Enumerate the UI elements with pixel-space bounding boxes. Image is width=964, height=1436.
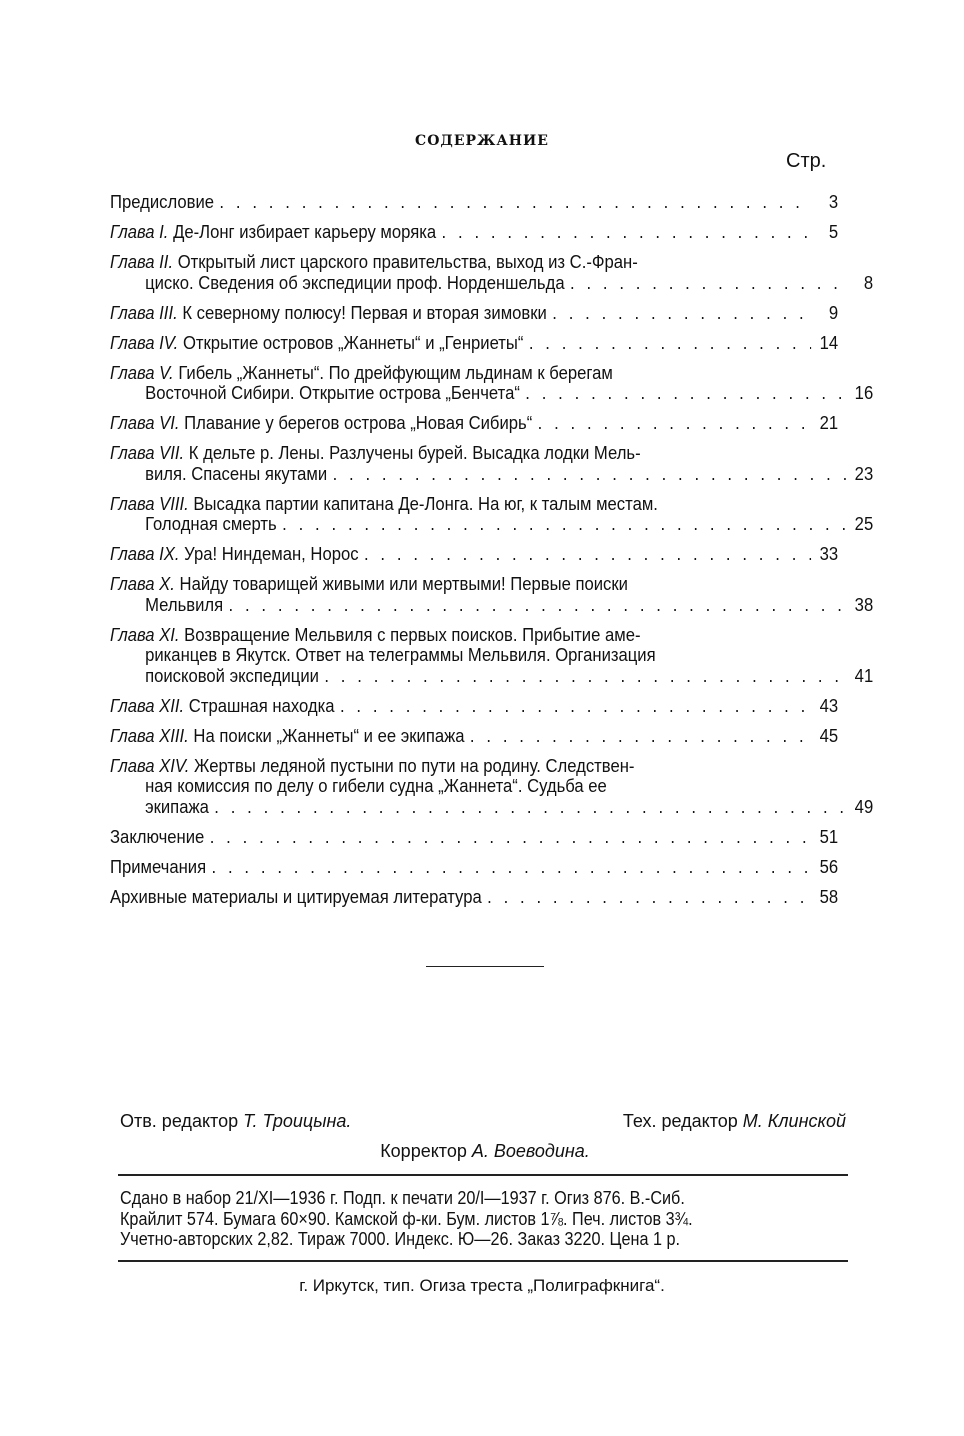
page-number: 43	[819, 694, 839, 716]
entry-title: Жертвы ледяной пустыни по пути на родину. Следствен-	[189, 754, 635, 776]
toc-line	[110, 514, 873, 535]
toc-text	[110, 251, 638, 272]
toc-text	[110, 755, 634, 776]
toc-entry	[110, 222, 838, 243]
dot-leader	[324, 666, 846, 687]
imprint	[120, 1188, 849, 1250]
dot-leader	[487, 887, 811, 908]
entry-title: ная комиссия по делу о гибели судна „Жаннета“. Судьба ее	[145, 775, 607, 796]
toc-text	[145, 666, 319, 687]
entry-title: Восточной Сибири. Открытие острова „Бенчета“	[145, 382, 520, 403]
toc-entry	[110, 251, 874, 293]
tech-editor-name: М. Клинской	[742, 1111, 846, 1131]
entry-title: Заключение	[110, 825, 205, 847]
toc-entry	[110, 696, 838, 717]
toc-text	[110, 303, 547, 324]
page-number: 41	[854, 664, 874, 686]
page-number: 14	[819, 331, 839, 353]
toc-text	[145, 514, 277, 535]
page-number: 5	[828, 221, 839, 242]
toc-line	[110, 645, 873, 666]
dot-leader	[229, 595, 847, 616]
entry-title: циско. Сведения об экспедиции проф. Норденшельда	[145, 271, 565, 293]
dot-leader	[214, 797, 846, 818]
corrector-line	[120, 1141, 850, 1162]
page-number: 8	[863, 271, 874, 293]
dot-leader	[470, 726, 811, 747]
chapter-label: Глава IX.	[110, 543, 180, 564]
entry-title: Гибель „Жаннеты“. По дрейфующим льдинам к берегам	[173, 361, 613, 383]
page-number: 23	[854, 462, 874, 484]
entry-title: Высадка партии капитана Де-Лонга. На юг, к талым местам.	[188, 492, 658, 514]
chapter-label: Глава XIV.	[110, 754, 190, 776]
toc-text	[110, 442, 641, 463]
imprint-line: Учетно-авторских 2,82. Тираж 7000. Индекс. Ю—26. Заказ 3220. Цена 1 р.	[120, 1229, 681, 1249]
page-number: 49	[854, 795, 874, 817]
resp-editor-name: Т. Троицына.	[243, 1111, 352, 1131]
entry-title: Примечания	[110, 855, 207, 877]
chapter-label: Глава IV.	[110, 331, 179, 353]
dot-leader	[442, 222, 812, 243]
table-of-contents	[110, 191, 874, 917]
toc-line	[110, 595, 873, 616]
entry-title: риканцев в Якутск. Ответ на телеграммы Мельвиля. Организация	[145, 644, 656, 665]
entry-title: На поиски „Жаннеты“ и ее экипажа	[188, 724, 465, 746]
toc-line	[110, 776, 873, 797]
toc-line	[110, 696, 838, 717]
toc-line	[110, 857, 838, 878]
chapter-label: Глава XIII.	[110, 724, 189, 746]
entry-title: Найду товарищей живыми или мертвыми! Первые поиски	[174, 573, 628, 594]
dot-leader	[529, 333, 811, 354]
chapter-label: Глава X.	[110, 573, 175, 594]
page-column-label: Стр.	[786, 150, 827, 172]
entry-title: экипажа	[145, 795, 209, 817]
printer-line: г. Иркутск, тип. Огиза треста „Полиграфкнига“.	[299, 1276, 665, 1295]
page-number: 9	[828, 301, 839, 323]
toc-line	[110, 413, 838, 434]
toc-line	[110, 333, 838, 354]
toc-entry	[110, 413, 838, 434]
dot-leader	[538, 413, 811, 434]
entry-title: Предисловие	[110, 191, 215, 212]
toc-entry	[110, 192, 838, 213]
dot-leader	[219, 192, 811, 213]
toc-text	[110, 362, 613, 383]
toc-line	[110, 443, 838, 464]
toc-text	[110, 544, 359, 565]
entry-title: Плавание у берегов острова „Новая Сибирь“	[179, 412, 533, 433]
toc-text	[145, 273, 564, 294]
imprint-line: Сдано в набор 21/XI—1936 г. Подп. к печати 20/I—1937 г. Огиз 876. В.-Сиб.	[120, 1188, 685, 1208]
page-number: 21	[819, 412, 839, 433]
imprint-line: Крайлит 574. Бумага 60×90. Камской ф-ки. Бум. листов 1⅞. Печ. листов 3¾.	[120, 1208, 693, 1229]
toc-entry	[110, 857, 838, 878]
toc-line	[110, 726, 838, 747]
entry-title: Архивные материалы и цитируемая литература	[110, 885, 482, 907]
page-number: 3	[828, 191, 839, 212]
toc-line	[110, 666, 873, 687]
entry-title: Страшная находка	[184, 694, 335, 716]
dot-leader	[364, 544, 811, 565]
toc-entry	[110, 333, 838, 354]
toc-text	[110, 573, 628, 594]
chapter-label: Глава VIII.	[110, 492, 189, 514]
toc-line	[110, 625, 838, 646]
dot-leader	[212, 857, 812, 878]
divider	[426, 966, 544, 967]
toc-text	[110, 827, 204, 848]
page-number: 58	[819, 885, 839, 907]
dot-leader	[210, 827, 811, 848]
page-number: 45	[819, 724, 839, 746]
toc-line	[110, 464, 873, 485]
chapter-label: Глава XII.	[110, 694, 185, 716]
dot-leader	[552, 303, 811, 324]
page-number: 38	[854, 593, 874, 615]
toc-entry	[110, 361, 874, 404]
page-number: 51	[819, 825, 839, 847]
toc-entry	[110, 623, 874, 687]
resp-editor-label: Отв. редактор	[120, 1111, 239, 1131]
editors-line	[120, 1111, 850, 1132]
toc-text	[110, 624, 641, 645]
toc-line	[110, 494, 838, 515]
toc-text	[110, 222, 436, 243]
toc-line	[110, 574, 838, 595]
chapter-label: Глава XI.	[110, 623, 180, 645]
tech-editor-label: Тех. редактор	[622, 1111, 738, 1131]
entry-title: Ура! Ниндеман, Норос	[179, 543, 359, 564]
dot-leader	[333, 464, 847, 485]
toc-entry	[110, 827, 838, 848]
toc-line	[110, 756, 838, 777]
chapter-label: Глава II.	[110, 251, 174, 272]
toc-line	[110, 383, 873, 404]
page-number: 56	[819, 855, 839, 877]
toc-entry	[110, 726, 838, 747]
dot-leader	[525, 383, 846, 404]
toc-entry	[110, 754, 874, 818]
entry-title: Открытие островов „Жаннеты“ и „Генриеты“	[178, 331, 524, 353]
page-title: СОДЕРЖАНИЕ	[415, 133, 549, 149]
dot-leader	[282, 514, 846, 535]
toc-entry	[110, 573, 874, 615]
chapter-label: Глава V.	[110, 361, 174, 383]
toc-text	[110, 726, 465, 747]
toc-text	[145, 383, 520, 404]
entry-title: Мельвиля	[145, 593, 224, 615]
toc-entry	[110, 887, 838, 908]
toc-text	[110, 493, 658, 514]
divider	[118, 1174, 848, 1176]
entry-title: поисковой экспедиции	[145, 664, 319, 686]
chapter-label: Глава VII.	[110, 442, 185, 463]
toc-line	[110, 544, 838, 565]
toc-line	[110, 273, 873, 294]
toc-text	[110, 857, 206, 878]
toc-line	[110, 192, 838, 213]
page-number: 16	[854, 382, 874, 403]
entry-title: Возвращение Мельвиля с первых поисков. Прибытие аме-	[179, 623, 641, 645]
toc-line	[110, 303, 838, 324]
toc-entry	[110, 303, 838, 324]
toc-text	[110, 887, 482, 908]
toc-text	[145, 644, 656, 665]
corrector-label: Корректор	[380, 1141, 467, 1161]
toc-text	[110, 696, 335, 717]
toc-line	[110, 363, 838, 384]
toc-text	[110, 192, 214, 213]
corrector-name: А. Воеводина.	[471, 1141, 590, 1161]
entry-title: К дельте р. Лены. Разлучены бурей. Высадка лодки Мель-	[184, 442, 641, 463]
chapter-label: Глава I.	[110, 221, 169, 242]
entry-title: Открытый лист царского правительства, выход из С.-Фран-	[173, 251, 638, 272]
toc-text	[110, 413, 532, 434]
entry-title: виля. Спасены якутами	[145, 462, 328, 484]
chapter-label: Глава VI.	[110, 412, 180, 433]
toc-entry	[110, 442, 874, 484]
toc-text	[145, 797, 209, 818]
toc-text	[110, 333, 523, 354]
toc-entry	[110, 544, 838, 565]
toc-line	[110, 827, 838, 848]
toc-text	[145, 775, 607, 796]
toc-entry	[110, 492, 874, 535]
toc-text	[145, 595, 223, 616]
page-number: 25	[854, 513, 874, 534]
toc-line	[110, 887, 838, 908]
toc-text	[145, 464, 327, 485]
chapter-label: Глава III.	[110, 301, 178, 323]
toc-line	[110, 797, 873, 818]
entry-title: К северному полюсу! Первая и вторая зимовки	[177, 301, 547, 323]
dot-leader	[340, 696, 811, 717]
dot-leader	[570, 273, 846, 294]
toc-line	[110, 222, 838, 243]
entry-title: Голодная смерть	[145, 513, 277, 534]
divider	[118, 1260, 848, 1262]
entry-title: Де-Лонг избирает карьеру моряка	[168, 221, 437, 242]
toc-line	[110, 252, 838, 273]
page-number: 33	[819, 543, 839, 564]
